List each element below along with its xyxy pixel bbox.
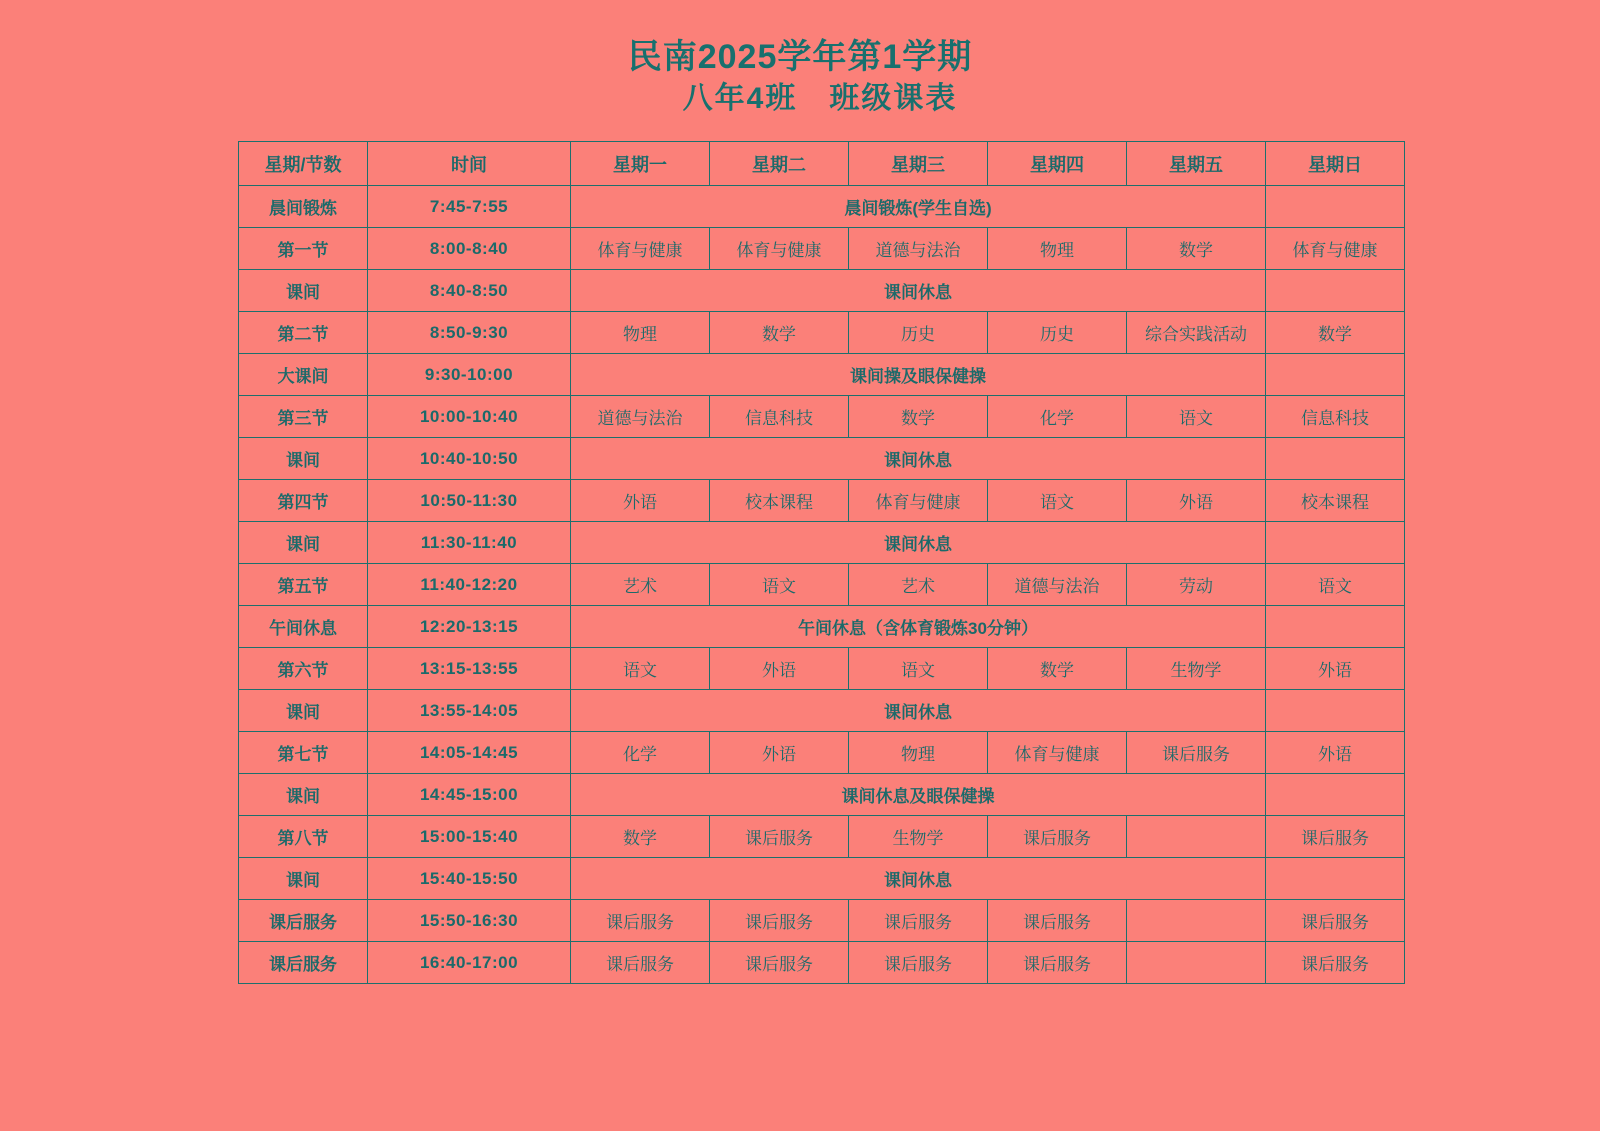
table-row — [239, 186, 1405, 228]
subject-cell: 数学 — [849, 396, 988, 438]
period-label-cell: 第三节 — [239, 396, 368, 438]
subject-cell: 课后服务 — [849, 900, 988, 942]
subject-cell: 课后服务 — [988, 942, 1127, 984]
subject-cell: 劳动 — [1127, 564, 1266, 606]
subject-cell: 语文 — [1127, 396, 1266, 438]
period-label-cell: 课间 — [239, 270, 368, 312]
period-label-cell: 课后服务 — [239, 900, 368, 942]
table-row — [239, 522, 1405, 564]
period-label-cell: 课间 — [239, 690, 368, 732]
subject-cell: 数学 — [1266, 312, 1405, 354]
subject-cell: 信息科技 — [710, 396, 849, 438]
subject-cell: 语文 — [1266, 564, 1405, 606]
table-row — [239, 774, 1405, 816]
table-row — [239, 480, 1405, 522]
subject-cell: 外语 — [710, 648, 849, 690]
table-row — [239, 312, 1405, 354]
period-time-cell: 13:15-13:55 — [368, 648, 571, 690]
table-row — [239, 270, 1405, 312]
subject-cell: 语文 — [988, 480, 1127, 522]
period-label-cell: 第五节 — [239, 564, 368, 606]
period-label-cell: 第七节 — [239, 732, 368, 774]
empty-cell — [1266, 522, 1405, 564]
break-span-cell: 课间休息 — [571, 270, 1266, 312]
subject-cell: 外语 — [1266, 648, 1405, 690]
subject-cell: 外语 — [1127, 480, 1266, 522]
column-header: 星期三 — [849, 142, 988, 186]
period-time-cell: 13:55-14:05 — [368, 690, 571, 732]
period-time-cell: 15:40-15:50 — [368, 858, 571, 900]
table-row — [239, 564, 1405, 606]
subject-cell: 课后服务 — [1127, 732, 1266, 774]
period-time-cell: 15:50-16:30 — [368, 900, 571, 942]
period-label-cell: 第八节 — [239, 816, 368, 858]
subject-cell: 数学 — [1127, 228, 1266, 270]
table-row — [239, 438, 1405, 480]
subject-cell: 外语 — [1266, 732, 1405, 774]
empty-cell — [1266, 858, 1405, 900]
subject-cell: 课后服务 — [710, 900, 849, 942]
subject-cell: 校本课程 — [710, 480, 849, 522]
subject-cell: 课后服务 — [849, 942, 988, 984]
period-label-cell: 晨间锻炼 — [239, 186, 368, 228]
subject-cell: 体育与健康 — [849, 480, 988, 522]
period-label-cell: 课后服务 — [239, 942, 368, 984]
subject-cell: 生物学 — [849, 816, 988, 858]
column-header: 星期/节数 — [239, 142, 368, 186]
subject-cell: 化学 — [988, 396, 1127, 438]
subject-cell: 历史 — [849, 312, 988, 354]
column-header: 星期一 — [571, 142, 710, 186]
empty-cell — [1266, 690, 1405, 732]
subject-cell: 体育与健康 — [988, 732, 1127, 774]
subject-cell: 道德与法治 — [849, 228, 988, 270]
column-header: 星期四 — [988, 142, 1127, 186]
subject-cell: 数学 — [710, 312, 849, 354]
table-row — [239, 690, 1405, 732]
subject-cell: 课后服务 — [571, 900, 710, 942]
subject-cell: 物理 — [571, 312, 710, 354]
title-line-2: 八年4班 班级课表 — [682, 81, 958, 115]
subject-cell: 外语 — [710, 732, 849, 774]
table-row — [239, 942, 1405, 984]
empty-cell — [1266, 774, 1405, 816]
schedule-table-wrap — [238, 141, 1378, 984]
subject-cell: 课后服务 — [710, 942, 849, 984]
empty-cell — [1266, 270, 1405, 312]
break-span-cell: 课间休息 — [571, 690, 1266, 732]
break-span-cell: 午间休息（含体育锻炼30分钟） — [571, 606, 1266, 648]
table-row — [239, 900, 1405, 942]
break-span-cell: 课间休息 — [571, 522, 1266, 564]
break-span-cell: 课间休息 — [571, 438, 1266, 480]
subject-cell: 课后服务 — [1266, 900, 1405, 942]
column-header: 星期二 — [710, 142, 849, 186]
subject-cell: 语文 — [571, 648, 710, 690]
subject-cell: 道德与法治 — [571, 396, 710, 438]
empty-cell — [1127, 900, 1266, 942]
table-row — [239, 228, 1405, 270]
subject-cell: 道德与法治 — [988, 564, 1127, 606]
table-row — [239, 354, 1405, 396]
table-row — [239, 816, 1405, 858]
empty-cell — [1266, 438, 1405, 480]
period-time-cell: 11:30-11:40 — [368, 522, 571, 564]
period-time-cell: 14:05-14:45 — [368, 732, 571, 774]
table-header-row — [239, 142, 1405, 186]
subject-cell: 课后服务 — [988, 816, 1127, 858]
period-label-cell: 午间休息 — [239, 606, 368, 648]
subject-cell: 艺术 — [571, 564, 710, 606]
title-line-1: 民南2025学年第1学期 — [627, 38, 973, 76]
period-time-cell: 15:00-15:40 — [368, 816, 571, 858]
period-label-cell: 课间 — [239, 438, 368, 480]
subject-cell: 综合实践活动 — [1127, 312, 1266, 354]
break-span-cell: 晨间锻炼(学生自选) — [571, 186, 1266, 228]
subject-cell: 艺术 — [849, 564, 988, 606]
empty-cell — [1127, 942, 1266, 984]
subject-cell: 校本课程 — [1266, 480, 1405, 522]
subject-cell: 数学 — [571, 816, 710, 858]
period-label-cell: 课间 — [239, 774, 368, 816]
subject-cell: 历史 — [988, 312, 1127, 354]
period-time-cell: 7:45-7:55 — [368, 186, 571, 228]
break-span-cell: 课间休息及眼保健操 — [571, 774, 1266, 816]
empty-cell — [1266, 186, 1405, 228]
period-time-cell: 10:50-11:30 — [368, 480, 571, 522]
subject-cell: 数学 — [988, 648, 1127, 690]
schedule-table — [238, 141, 1405, 984]
break-span-cell: 课间休息 — [571, 858, 1266, 900]
subject-cell: 外语 — [571, 480, 710, 522]
table-row — [239, 858, 1405, 900]
period-time-cell: 8:50-9:30 — [368, 312, 571, 354]
table-row — [239, 606, 1405, 648]
table-row — [239, 732, 1405, 774]
subject-cell: 化学 — [571, 732, 710, 774]
period-label-cell: 第二节 — [239, 312, 368, 354]
period-label-cell: 第六节 — [239, 648, 368, 690]
column-header: 星期五 — [1127, 142, 1266, 186]
subject-cell: 课后服务 — [571, 942, 710, 984]
column-header: 星期日 — [1266, 142, 1405, 186]
period-time-cell: 11:40-12:20 — [368, 564, 571, 606]
schedule-table-body — [239, 142, 1405, 984]
subject-cell: 语文 — [849, 648, 988, 690]
page-title — [0, 0, 1600, 119]
period-time-cell: 14:45-15:00 — [368, 774, 571, 816]
subject-cell: 课后服务 — [988, 900, 1127, 942]
period-time-cell: 9:30-10:00 — [368, 354, 571, 396]
break-span-cell: 课间操及眼保健操 — [571, 354, 1266, 396]
subject-cell: 物理 — [988, 228, 1127, 270]
period-time-cell: 12:20-13:15 — [368, 606, 571, 648]
subject-cell: 体育与健康 — [1266, 228, 1405, 270]
column-header: 时间 — [368, 142, 571, 186]
period-label-cell: 大课间 — [239, 354, 368, 396]
subject-cell: 课后服务 — [1266, 942, 1405, 984]
period-time-cell: 10:40-10:50 — [368, 438, 571, 480]
subject-cell: 体育与健康 — [571, 228, 710, 270]
period-label-cell: 第一节 — [239, 228, 368, 270]
subject-cell: 物理 — [849, 732, 988, 774]
subject-cell: 课后服务 — [1266, 816, 1405, 858]
subject-cell: 课后服务 — [710, 816, 849, 858]
period-label-cell: 第四节 — [239, 480, 368, 522]
period-time-cell: 16:40-17:00 — [368, 942, 571, 984]
period-time-cell: 10:00-10:40 — [368, 396, 571, 438]
empty-cell — [1127, 816, 1266, 858]
period-label-cell: 课间 — [239, 858, 368, 900]
subject-cell: 体育与健康 — [710, 228, 849, 270]
empty-cell — [1266, 354, 1405, 396]
subject-cell: 信息科技 — [1266, 396, 1405, 438]
period-time-cell: 8:40-8:50 — [368, 270, 571, 312]
table-row — [239, 396, 1405, 438]
period-time-cell: 8:00-8:40 — [368, 228, 571, 270]
table-row — [239, 648, 1405, 690]
subject-cell: 生物学 — [1127, 648, 1266, 690]
empty-cell — [1266, 606, 1405, 648]
subject-cell: 语文 — [710, 564, 849, 606]
period-label-cell: 课间 — [239, 522, 368, 564]
